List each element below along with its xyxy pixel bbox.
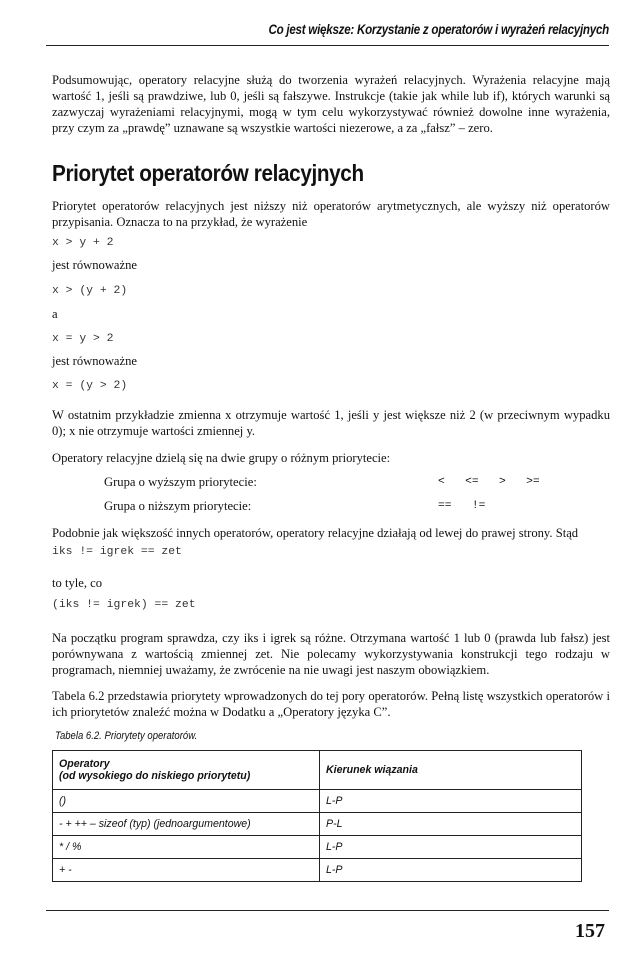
group-low-ops: == !=	[438, 500, 486, 512]
table-caption: Tabela 6.2. Priorytety operatorów.	[55, 730, 198, 742]
table-cell-operators: * / %	[53, 836, 320, 859]
paragraph-5: Na początku program sprawdza, czy iks i igrek są różne. Otrzymana wartość 1 lub 0 (prawda lub fałsz) jest porównywana z wartością zmiennej zet. Nie polecamy wykorzystywania konstrukcji tego rodzaju w programach, niemniej uważamy, że zwrócenie na nie uwagi jest naszym obowiązkiem.	[52, 631, 610, 677]
running-header: Co jest większe: Korzystanie z operatorów i wyrażeń relacyjnych	[268, 22, 609, 37]
header-rule	[46, 45, 609, 46]
paragraph-4: Podobnie jak większość innych operatorów, operatory relacyjne działają od lewej do prawej strony. Stąd	[52, 526, 579, 540]
intro-paragraph: Podsumowując, operatory relacyjne służą do tworzenia wyrażeń relacyjnych. Wyrażenia relacyjne mają wartość 1, jeśli są prawdziwe, lub 0, jeśli są fałszywe. Instrukcje (takie jak while lub if), których warunki są zazwyczaj wyrażeniami relacyjnymi, mogą w tym celu wykorzystywać również dowolne inne wyrażenia, przy czym za „prawdę” uznawane są wszystkie wartości niezerowe, a za „fałsz” – zero.	[52, 73, 610, 135]
code-example-5: iks != igrek == zet	[52, 546, 182, 558]
section-title: Priorytet operatorów relacyjnych	[52, 160, 364, 186]
table-row	[53, 859, 582, 882]
code-example-4: x = (y > 2)	[52, 380, 128, 392]
table-row	[53, 790, 582, 813]
table-header-operators: Operatory (od wysokiego do niskiego priorytetu)	[53, 751, 320, 790]
table-header-row	[53, 751, 582, 790]
code-example-3: x = y > 2	[52, 333, 114, 345]
table-cell-operators: ()	[53, 790, 320, 813]
table-header-direction: Kierunek wiązania	[320, 751, 582, 790]
text-equivalent-2: jest równoważne	[52, 354, 137, 368]
footer-rule	[46, 910, 609, 911]
operator-priority-table	[52, 750, 582, 882]
table-cell-operators: - + ++ – sizeof (typ) (jednoargumentowe)	[53, 813, 320, 836]
text-that-is: to tyle, co	[52, 576, 103, 590]
text-equivalent-1: jest równoważne	[52, 258, 137, 272]
table-cell-direction: L-P	[320, 790, 582, 813]
text-and: a	[52, 307, 58, 321]
paragraph-6: Tabela 6.2 przedstawia priorytety wprowadzonych do tej pory operatorów. Pełną listę wszystkich operatorów i ich priorytetów znaleźć można w Dodatku a „Operatory języka C”.	[52, 689, 610, 719]
paragraph-3: Operatory relacyjne dzielą się na dwie grupy o różnym priorytecie:	[52, 451, 391, 465]
table-row	[53, 813, 582, 836]
code-example-2: x > (y + 2)	[52, 285, 128, 297]
table-cell-direction: L-P	[320, 836, 582, 859]
paragraph-1: Priorytet operatorów relacyjnych jest niższy niż operatorów arytmetycznych, ale wyższy niż operatorów przypisania. Oznacza to na przykład, że wyrażenie	[52, 199, 610, 229]
paragraph-2: W ostatnim przykładzie zmienna x otrzymuje wartość 1, jeśli y jest większe niż 2 (w przeciwnym wypadku 0); x nie otrzymuje wartości zmiennej y.	[52, 408, 610, 438]
group-low-label: Grupa o niższym priorytecie:	[104, 499, 252, 513]
table-cell-operators: + -	[53, 859, 320, 882]
code-example-1: x > y + 2	[52, 237, 114, 249]
code-example-6: (iks != igrek) == zet	[52, 599, 196, 611]
table-cell-direction: P-L	[320, 813, 582, 836]
page-number: 157	[575, 920, 605, 942]
group-high-ops: < <= > >=	[438, 476, 540, 488]
table-row	[53, 836, 582, 859]
group-high-label: Grupa o wyższym priorytecie:	[104, 475, 257, 489]
table-cell-direction: L-P	[320, 859, 582, 882]
